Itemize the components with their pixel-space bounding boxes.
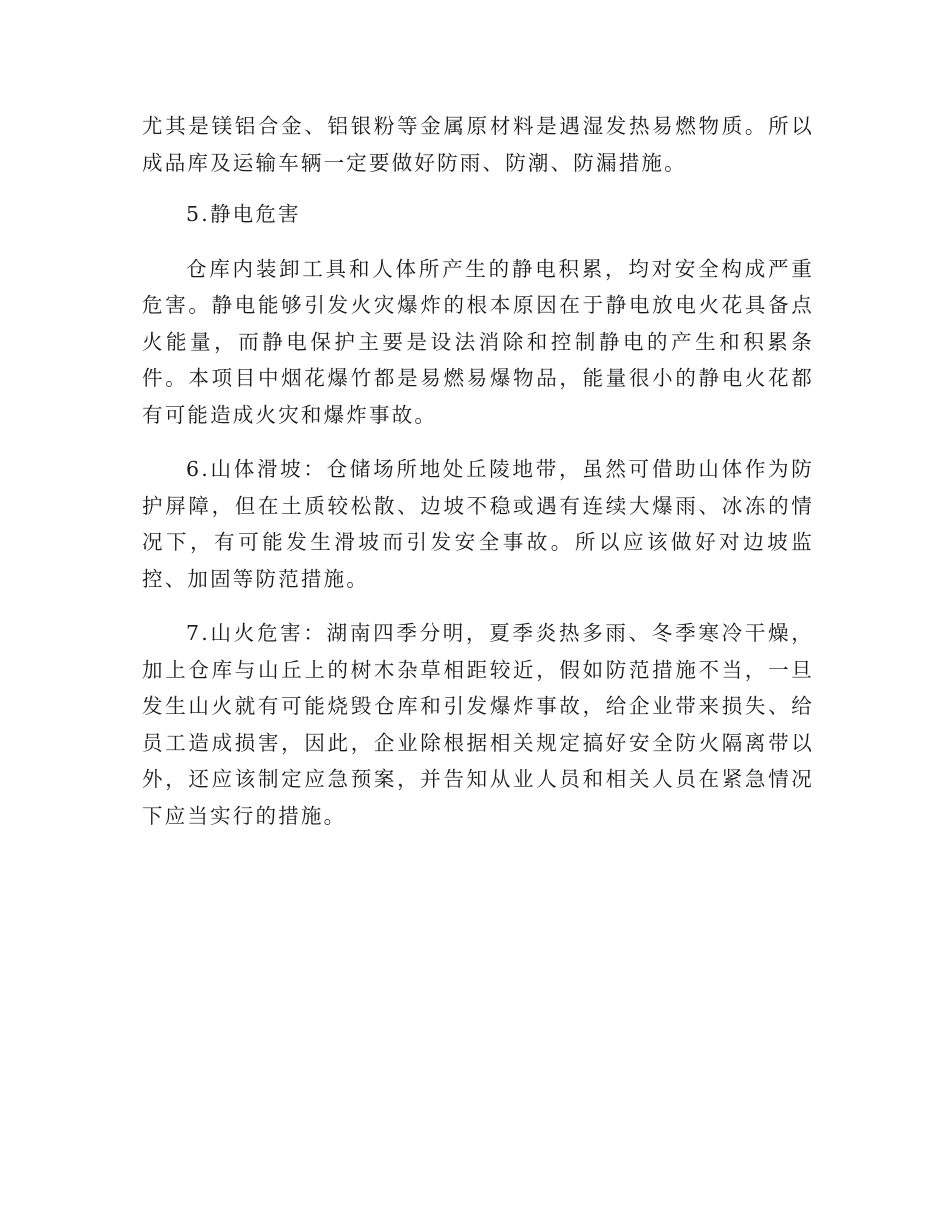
paragraph-material-hazard: 尤其是镁铝合金、铝银粉等金属原材料是遇湿发热易燃物质。所以成品库及运输车辆一定要做好防雨、防潮、防漏措施。 <box>142 114 814 175</box>
document-body <box>142 108 814 834</box>
section-heading-static-hazard: 5.静电危害 <box>186 202 301 226</box>
paragraph-wildfire: 7.山火危害：湖南四季分明，夏季炎热多雨、冬季寒冷干燥，加上仓库与山丘上的树木杂草相距较近，假如防范措施不当，一旦发生山火就有可能烧毁仓库和引发爆炸事故，给企业带来损失、给员工造成损害，因此，企业除根据相关规定搞好安全防火隔离带以外，还应该制定应急预案，并告知从业人员和相关人员在紧急情况下应当实行的措施。 <box>142 621 814 828</box>
paragraph-static-hazard: 仓库内装卸工具和人体所产生的静电积累，均对安全构成严重危害。静电能够引发火灾爆炸的根本原因在于静电放电火花具备点火能量，而静电保护主要是设法消除和控制静电的产生和积累条件。本项目中烟花爆竹都是易燃易爆物品，能量很小的静电火花都有可能造成火灾和爆炸事故。 <box>142 256 814 427</box>
paragraph-landslide: 6.山体滑坡：仓储场所地处丘陵地带，虽然可借助山体作为防护屏障，但在土质较松散、边坡不稳或遇有连续大爆雨、冰冻的情况下，有可能发生滑坡而引发安全事故。所以应该做好对边坡监控、加固等防范措施。 <box>142 457 814 591</box>
